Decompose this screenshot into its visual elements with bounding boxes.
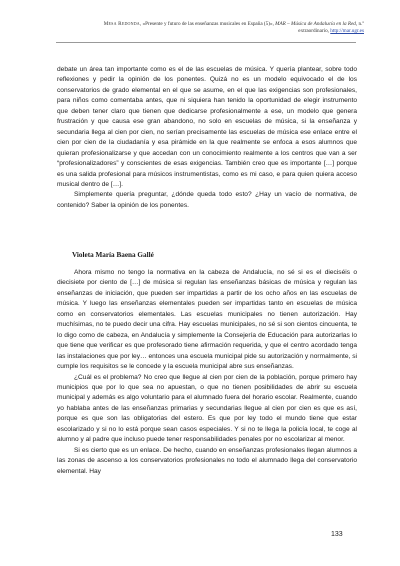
speaker-name: Violeta María Baena Gallé — [72, 251, 154, 259]
header-issue: , n.º extraordinario, — [298, 21, 364, 35]
header-author: Mesa Redonda — [103, 21, 140, 27]
paragraph: ¿Cuál es el problema? No creo que llegue al cien por cien de la población, porque primero hay municipios que por lo que sea no apuestan, o que no tienen posibilidades de abrir su escuela municipal y además es algo voluntario para el alumnado fuera del horario escolar. Realmente, cuando yo hablaba antes de las enseñanzas primarias y secundarias llegue al cien por cien es que es así, porque es que son las obligatorias del estero. Es que por ley todo el mundo tiene que estar escolarizado y si no lo está porque sean casos especiales. Y si no te llega la policía local, te coge al alumno y al padre que incluso puede tener responsabilidades penales por no escolarizar al menor. — [57, 373, 357, 444]
question-text — [57, 65, 357, 211]
answer-text — [57, 268, 357, 477]
header-divider — [56, 42, 356, 43]
header-url-link[interactable]: http://mar.ugr.es — [330, 28, 364, 35]
header-citation: , «Presente y futuro de las enseñanzas musicales en España (5)», — [139, 21, 276, 27]
paragraph: Ahora mismo no tengo la normativa en la cabeza de Andalucía, no sé si es el dieciséis o diecisiete por ciento de […] de música si regulan las enseñanzas básicas de música y regulan las enseñanzas de iniciación, que pueden ser impartidas a partir de los ocho años en las escuelas de música. Y luego las enseñanzas elementales pueden ser impartidas tanto en escuelas de música como en conservatorios elementales. Las escuelas municipales no tienen autorización. Hay muchísimas, no te puedo decir una cifra. Hay escuelas municipales, no sé si son cientos cincuenta, te lo digo como de cabeza, en Andalucía y simplemente la Consejería de Educación para autorizarlas lo que tiene que verificar es que profesorado tiene afirmación requerida, y que el centro acordado tenga las instalaciones que por ley… entonces una escuela municipal pide su autorización y normalmente, si cumple los requisitos se le concede y la escuela municipal abre sus enseñanzas. — [57, 269, 357, 371]
paragraph: Si es cierto que es un enlace. De hecho, cuando en enseñanzas profesionales llegan alumnos a las zonas de ascenso a los conservatorios profesionales no todo el alumnado llega del conservatorio elemental. Hay — [57, 446, 357, 475]
paragraph: Simplemente quería preguntar, ¿dónde queda todo esto? ¿Hay un vacío de normativa, de contenido? Saber la opinión de los ponentes. — [57, 191, 357, 209]
running-header — [102, 21, 364, 35]
page-number: 133 — [331, 531, 343, 538]
header-journal: MAR – Música de Andalucía en la Red — [275, 21, 356, 27]
paragraph: debate un área tan importante como es el de las escuelas de música. Y quería plantear, sobre todo reflexiones y pedir la opinión de los ponentes. Quizá no es un modelo equivocado el de los conservatorios de grado elemental en el que se asume, en el que las exigencias son profesionales, para niños como comentaba antes, que ni siquiera han tenido la oportunidad de elegir instrumento que deben tener claro que tienen que dedicarse profesionalmente a ese, un modelo que genera frustración y que causa ese gran abandono, no solo en escuelas de música, si la enseñanza y secundaria llega al cien por cien, no serían precisamente las escuelas de música ese enlace entre el cien por cien de la ciudadanía y esa pirámide en la que realmente se enfoca a esos alumnos que quieran profesionalizarse y que accedan con un conocimiento realmente a los centros que van a ser “profesionalizadores” y conscientes de esas exigencias. También creo que es importante […] porque es una salida profesional para músicos instrumentistas, como es mi caso, e para quien quiera acceso musical dentro de […]. — [57, 66, 357, 188]
